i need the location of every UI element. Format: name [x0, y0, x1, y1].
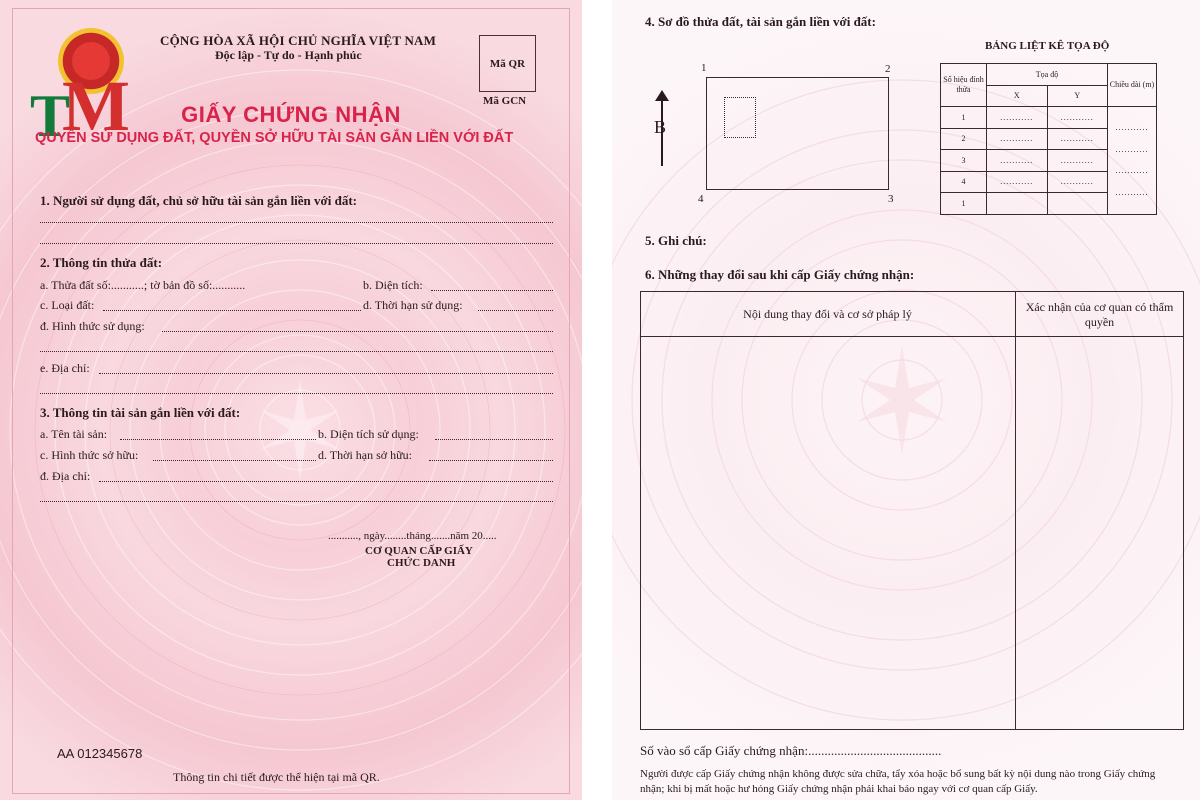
asset-address-field[interactable]	[99, 481, 553, 482]
header-x: X	[987, 85, 1048, 107]
x-cell[interactable]: ...........	[987, 150, 1048, 172]
header-country: CỘNG HÒA XÃ HỘI CHỦ NGHĨA VIỆT NAM	[160, 33, 437, 48]
corner-3: 3	[888, 193, 894, 205]
section1-line-1[interactable]	[40, 222, 553, 223]
parcel-number-label: a. Thửa đất số:...........; tờ bản đồ số:...........	[40, 278, 246, 292]
logo-letter-t: T	[30, 83, 71, 149]
north-label: B	[654, 117, 667, 137]
y-cell[interactable]	[1047, 193, 1108, 215]
x-cell[interactable]: ...........	[987, 128, 1048, 150]
length-value-4: ...........	[1115, 187, 1149, 197]
issuing-agency: CƠ QUAN CẤP GIẤY	[365, 545, 473, 557]
section5-title: 5. Ghi chú:	[645, 233, 707, 248]
y-cell[interactable]: ...........	[1047, 128, 1108, 150]
y-cell[interactable]: ...........	[1047, 150, 1108, 172]
usage-term-label: d. Thời hạn sử dụng:	[363, 298, 463, 312]
section6-title: 6. Những thay đổi sau khi cấp Giấy chứng nhận:	[645, 267, 915, 282]
certificate-title: GIẤY CHỨNG NHẬN	[181, 102, 401, 127]
changes-confirmation-header: Xác nhận của cơ quan có thẩm quyền	[1025, 300, 1174, 329]
land-type-field[interactable]	[103, 310, 361, 311]
corner-4: 4	[698, 193, 704, 205]
serial-number: AA 012345678	[57, 746, 143, 761]
land-type-label: c. Loại đất:	[40, 298, 95, 312]
qr-footer-note: Thông tin chi tiết được thể hiện tại mã QR.	[173, 770, 380, 784]
coord-table-title: BẢNG LIỆT KÊ TỌA ĐỘ	[985, 40, 1110, 52]
x-cell[interactable]: ...........	[987, 107, 1048, 129]
signer-position: CHỨC DANH	[387, 557, 456, 569]
section4-title: 4. Sơ đồ thửa đất, tài sản gắn liền với đất:	[645, 14, 876, 29]
section1-title: 1. Người sử dụng đất, chủ sở hữu tài sản gắn liền với đất:	[40, 193, 357, 208]
coord-header-row	[941, 64, 1157, 86]
length-value-2: ...........	[1115, 144, 1149, 154]
corner-2: 2	[885, 63, 891, 75]
section3-title: 3. Thông tin tài sản gắn liền với đất:	[40, 405, 241, 420]
y-cell[interactable]: ...........	[1047, 171, 1108, 193]
usage-form-field-2[interactable]	[40, 351, 553, 352]
point-no-cell: 2	[941, 128, 987, 150]
asset-name-label: a. Tên tài sản:	[40, 427, 108, 441]
section1-line-2[interactable]	[40, 243, 553, 244]
point-no-cell: 3	[941, 150, 987, 172]
coord-table	[940, 63, 1157, 215]
ownership-form-label: c. Hình thức sở hữu:	[40, 448, 139, 462]
gcn-code-label: Mã GCN	[483, 95, 527, 107]
registry-number-line: Số vào sổ cấp Giấy chứng nhận:.........................................	[640, 743, 942, 758]
parcel-address-field-2[interactable]	[40, 393, 553, 394]
area-label: b. Diện tích:	[363, 278, 423, 292]
length-value-1: ...........	[1115, 123, 1149, 133]
usage-form-label: đ. Hình thức sử dụng:	[40, 319, 145, 333]
corner-1: 1	[701, 62, 707, 74]
usage-notice: Người được cấp Giấy chứng nhận không được sửa chữa, tẩy xóa hoặc bổ sung bất kỳ nội dung nào trong Giấy chứng nhận; khi bị mất hoặc hư hỏng Giấy chứng nhận phải khai báo ngay với cơ quan cấp Giấy.	[640, 768, 1156, 795]
parcel-sketch-building	[724, 97, 756, 138]
parcel-address-label: e. Địa chỉ:	[40, 361, 90, 375]
point-no-cell: 4	[941, 171, 987, 193]
usage-term-field[interactable]	[478, 310, 553, 311]
asset-address-label: đ. Địa chỉ:	[40, 469, 91, 483]
point-no-cell: 1	[941, 193, 987, 215]
changes-content-header: Nội dung thay đổi và cơ sở pháp lý	[743, 307, 912, 321]
page-gutter	[582, 0, 612, 800]
qr-label: Mã QR	[489, 57, 526, 70]
changes-table[interactable]	[640, 291, 1184, 730]
issue-date-line: ..........., ngày........tháng.......năm 20.....	[328, 530, 497, 542]
qr-code-box[interactable]	[479, 35, 536, 92]
header-coords: Tọa độ	[987, 64, 1108, 86]
header-length: Chiều dài (m)	[1108, 64, 1157, 107]
area-field[interactable]	[431, 290, 553, 291]
ownership-form-field[interactable]	[153, 460, 316, 461]
point-no-cell: 1	[941, 107, 987, 129]
asset-name-field[interactable]	[120, 439, 316, 440]
length-cell[interactable]	[1108, 107, 1157, 215]
usage-area-field[interactable]	[435, 439, 553, 440]
table-row	[941, 107, 1157, 129]
length-value-3: ...........	[1115, 166, 1149, 176]
header-motto: Độc lập - Tự do - Hạnh phúc	[215, 48, 362, 62]
changes-column-divider	[1015, 291, 1016, 730]
section2-title: 2. Thông tin thửa đất:	[40, 255, 163, 270]
logo-letter-m: M	[62, 66, 130, 146]
certificate-subtitle: QUYỀN SỬ DỤNG ĐẤT, QUYỀN SỞ HỮU TÀI SẢN GẮN LIỀN VỚI ĐẤT	[35, 130, 514, 146]
ownership-term-label: d. Thời hạn sở hữu:	[318, 448, 412, 462]
y-cell[interactable]: ...........	[1047, 107, 1108, 129]
x-cell[interactable]: ...........	[987, 171, 1048, 193]
header-point-no: Số hiệu đỉnh thửa	[941, 64, 987, 107]
header-y: Y	[1047, 85, 1108, 107]
ownership-term-field[interactable]	[429, 460, 553, 461]
changes-header-divider	[640, 336, 1184, 337]
usage-form-field[interactable]	[162, 331, 553, 332]
usage-area-label: b. Diện tích sử dụng:	[318, 427, 419, 441]
parcel-address-field[interactable]	[99, 373, 553, 374]
asset-address-field-2[interactable]	[40, 501, 553, 502]
x-cell[interactable]	[987, 193, 1048, 215]
